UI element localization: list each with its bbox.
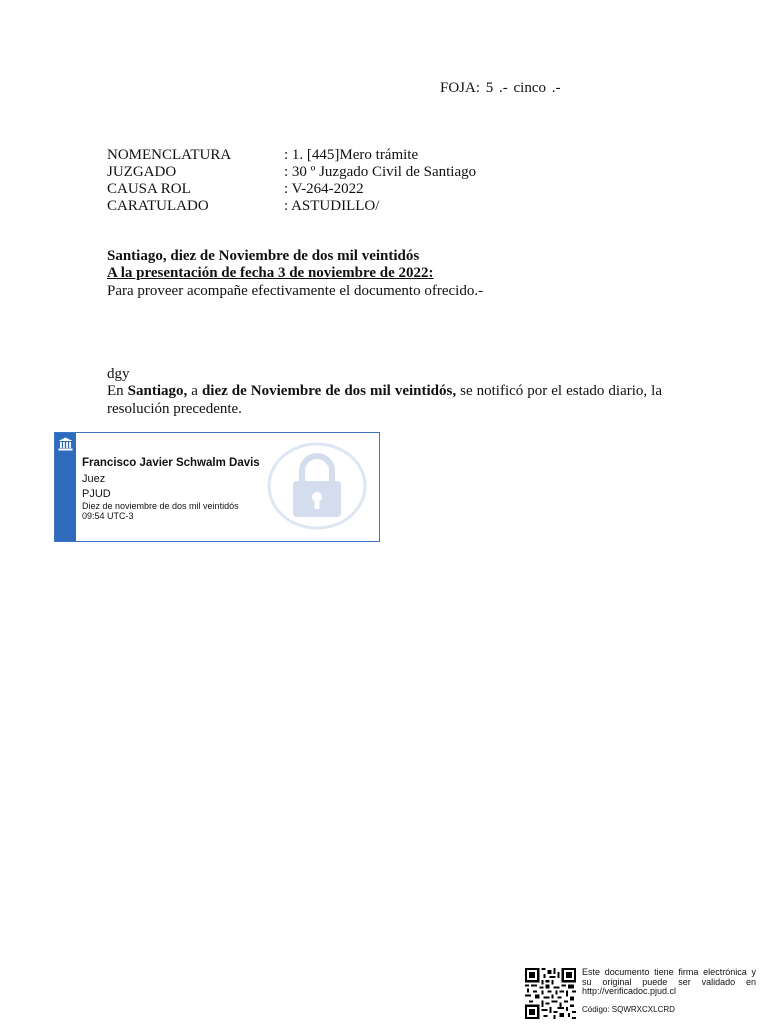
signer-org: PJUD (82, 488, 111, 500)
verification-text: Este documento tiene firma electrónica y su original puede ser validado en http://verificadoc.pjud.cl (582, 967, 756, 996)
notification-post: se notificó por el estado diario, la resolución precedente. (107, 383, 662, 417)
notification-text (107, 382, 662, 418)
notification-date: diez de Noviembre de dos mil veintidós, (201, 383, 457, 399)
verification-code: Código: SQWRXCXLCRD (582, 1005, 675, 1014)
signature-box (54, 432, 380, 542)
resolution-body: Para proveer acompañe efectivamente el documento ofrecido.- (107, 283, 484, 299)
presentation-line: A la presentación de fecha 3 de noviembre de 2022: (107, 265, 434, 281)
meta-value-caratulado: : ASTUDILLO/ (284, 198, 380, 214)
meta-value-causa-rol: : V-264-2022 (284, 181, 364, 197)
meta-label-caratulado: CARATULADO (107, 198, 209, 214)
signer-role: Juez (82, 473, 106, 485)
institution-icon (58, 437, 73, 451)
meta-value-juzgado: : 30 º Juzgado Civil de Santiago (284, 164, 477, 180)
signature-time: 09:54 UTC-3 (82, 511, 134, 521)
signature-accent-bar (55, 433, 76, 541)
lock-icon (267, 441, 367, 531)
notification-mid: a (187, 383, 202, 399)
signature-date: Diez de noviembre de dos mil veintidós (82, 501, 239, 511)
clerk-initials: dgy (107, 366, 130, 382)
meta-label-juzgado: JUZGADO (107, 164, 177, 180)
notification-pre: En (107, 383, 128, 399)
foja-header: FOJA: 5 .- cinco .- (440, 80, 561, 96)
notification-city: Santiago, (127, 383, 188, 399)
resolution-date: Santiago, diez de Noviembre de dos mil veintidós (107, 248, 420, 264)
meta-value-nomenclatura: : 1. [445]Mero trámite (284, 147, 419, 163)
qr-code-icon (525, 968, 576, 1019)
signer-name: Francisco Javier Schwalm Davis (82, 457, 260, 469)
meta-label-causa-rol: CAUSA ROL (107, 181, 191, 197)
meta-label-nomenclatura: NOMENCLATURA (107, 147, 232, 163)
